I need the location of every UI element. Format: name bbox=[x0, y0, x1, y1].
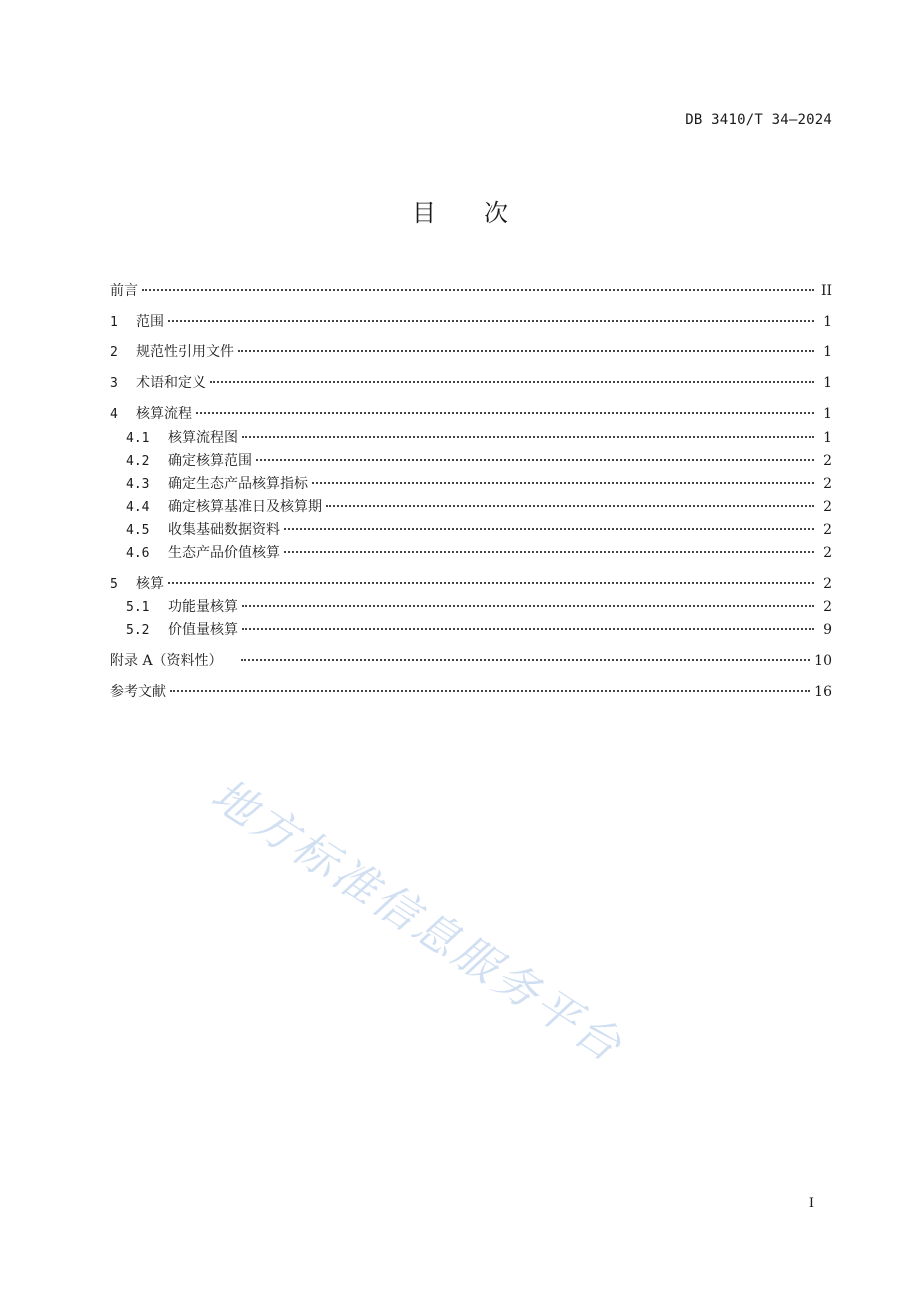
dot-leader bbox=[170, 690, 810, 692]
toc-entry-text: 确定核算范围 bbox=[168, 453, 252, 469]
toc-entry-text: 参考文献 bbox=[110, 684, 166, 700]
toc-entry-page: 10 bbox=[814, 653, 832, 669]
toc-entry-4-1[interactable] bbox=[110, 428, 832, 448]
table-of-contents bbox=[110, 0, 832, 1302]
toc-entry-4[interactable] bbox=[110, 404, 832, 424]
toc-entry-text: 附录 A（资料性） bbox=[110, 653, 223, 669]
toc-entry-page: II bbox=[820, 283, 832, 299]
dot-leader bbox=[168, 582, 814, 584]
toc-entry-page: 2 bbox=[823, 476, 832, 492]
dot-leader bbox=[256, 459, 814, 461]
toc-entry-number: 4.4 bbox=[126, 500, 150, 515]
toc-entry-page: 2 bbox=[823, 599, 832, 615]
toc-entry-4-4[interactable] bbox=[110, 497, 832, 517]
toc-entry-text: 核算流程图 bbox=[168, 430, 238, 446]
toc-entry-2[interactable] bbox=[110, 342, 832, 362]
toc-entry-page: 2 bbox=[823, 576, 832, 592]
toc-entry-page: 2 bbox=[823, 522, 832, 538]
toc-entry-page: 1 bbox=[823, 344, 832, 360]
toc-entry-page: 9 bbox=[823, 622, 832, 638]
toc-entry-number: 2 bbox=[110, 345, 118, 360]
toc-entry-number: 3 bbox=[110, 376, 118, 391]
toc-entry-text: 确定核算基准日及核算期 bbox=[168, 499, 322, 515]
toc-entry-text: 范围 bbox=[136, 314, 164, 330]
toc-entry-text: 确定生态产品核算指标 bbox=[168, 476, 308, 492]
title-char-1: 目 bbox=[412, 199, 436, 227]
dot-leader bbox=[312, 482, 814, 484]
toc-entry-number: 4.3 bbox=[126, 477, 150, 492]
toc-entry-page: 1 bbox=[823, 375, 832, 391]
toc-entry-5-1[interactable] bbox=[110, 597, 832, 617]
toc-entry-page: 1 bbox=[823, 406, 832, 422]
toc-entry-text: 核算流程 bbox=[136, 406, 192, 422]
toc-entry-page: 2 bbox=[823, 453, 832, 469]
dot-leader bbox=[242, 605, 814, 607]
toc-entry-4-5[interactable] bbox=[110, 520, 832, 540]
toc-entry-references[interactable] bbox=[110, 682, 832, 702]
toc-entry-page: 1 bbox=[823, 314, 832, 330]
dot-leader bbox=[142, 289, 814, 291]
toc-entry-page: 1 bbox=[823, 430, 832, 446]
watermark: 地方标准信息服务平台 bbox=[202, 769, 633, 1074]
dot-leader bbox=[242, 628, 814, 630]
page-number: I bbox=[808, 1196, 814, 1211]
toc-entry-text: 收集基础数据资料 bbox=[168, 522, 280, 538]
toc-entry-3[interactable] bbox=[110, 373, 832, 393]
toc-entry-text: 术语和定义 bbox=[136, 375, 206, 391]
toc-entry-4-3[interactable] bbox=[110, 474, 832, 494]
toc-entry-page: 2 bbox=[823, 499, 832, 515]
toc-entry-number: 4.5 bbox=[126, 523, 150, 538]
toc-entry-number: 4.6 bbox=[126, 546, 150, 561]
dot-leader bbox=[326, 505, 814, 507]
toc-entry-text: 核算 bbox=[136, 576, 164, 592]
toc-entry-number: 4 bbox=[110, 407, 118, 422]
toc-entry-text: 功能量核算 bbox=[168, 599, 238, 615]
dot-leader bbox=[284, 528, 814, 530]
toc-entry-5-2[interactable] bbox=[110, 620, 832, 640]
toc-entry-number: 5.1 bbox=[126, 600, 150, 615]
dot-leader bbox=[210, 381, 814, 383]
toc-entry-1[interactable] bbox=[110, 312, 832, 332]
toc-entry-number: 5 bbox=[110, 577, 118, 592]
toc-entry-foreword[interactable] bbox=[110, 281, 832, 301]
title-char-2: 次 bbox=[484, 199, 508, 227]
toc-entry-4-6[interactable] bbox=[110, 543, 832, 563]
toc-entry-page: 16 bbox=[814, 684, 832, 700]
toc-entry-text: 规范性引用文件 bbox=[136, 344, 234, 360]
document-code: DB 3410/T 34—2024 bbox=[685, 112, 832, 128]
dot-leader bbox=[284, 551, 814, 553]
toc-entry-number: 1 bbox=[110, 315, 118, 330]
dot-leader bbox=[238, 350, 814, 352]
toc-entry-number: 5.2 bbox=[126, 623, 150, 638]
toc-entry-5[interactable] bbox=[110, 574, 832, 594]
toc-entry-text: 价值量核算 bbox=[168, 622, 238, 638]
dot-leader bbox=[241, 659, 811, 661]
dot-leader bbox=[196, 412, 814, 414]
dot-leader bbox=[242, 436, 814, 438]
toc-entry-appendix-a[interactable] bbox=[110, 651, 832, 671]
toc-entry-number: 4.1 bbox=[126, 431, 150, 446]
toc-entry-number: 4.2 bbox=[126, 454, 150, 469]
toc-entry-text: 前言 bbox=[110, 283, 138, 299]
dot-leader bbox=[168, 320, 814, 322]
toc-entry-page: 2 bbox=[823, 545, 832, 561]
toc-entry-text: 生态产品价值核算 bbox=[168, 545, 280, 561]
toc-entry-4-2[interactable] bbox=[110, 451, 832, 471]
